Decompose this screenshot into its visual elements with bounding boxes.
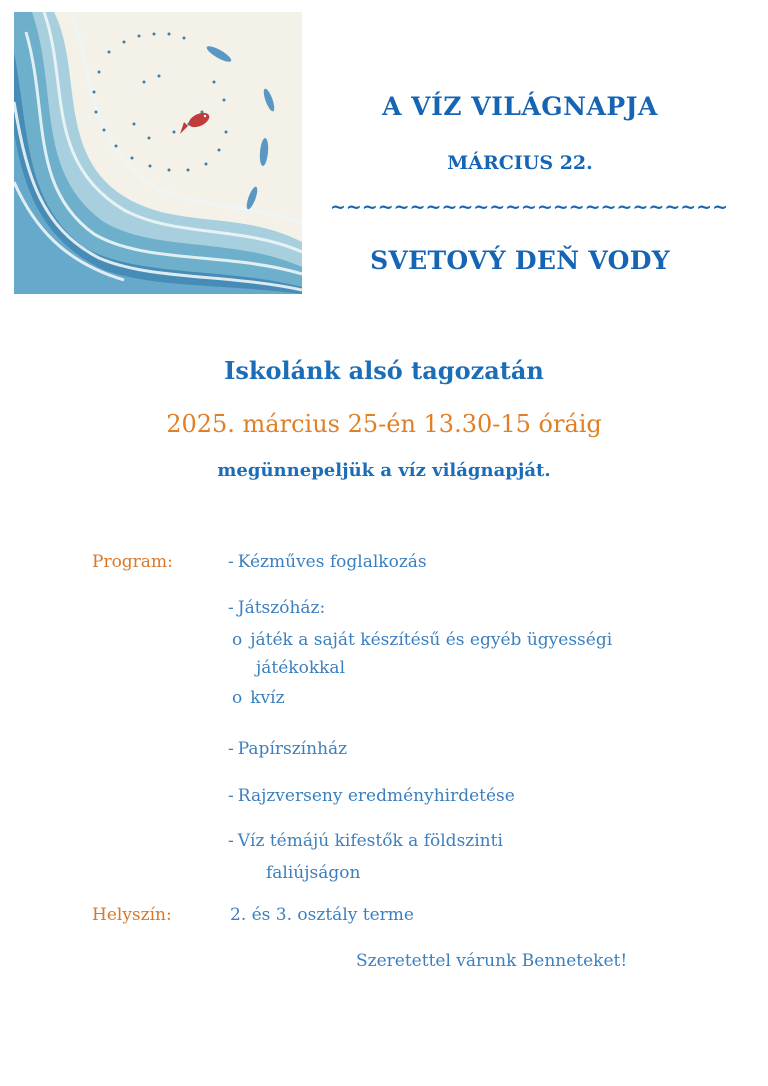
program-item <box>228 786 515 806</box>
title-hungarian: A VÍZ VILÁGNAPJA <box>382 92 658 121</box>
dash-marker: - <box>228 831 234 851</box>
program-item-text: Rajzverseny eredményhirdetése <box>237 786 515 806</box>
program-item-text: Játszóház: <box>237 598 326 618</box>
program-item-text: Papírszínház <box>237 739 348 759</box>
location-value: 2. és 3. osztály terme <box>230 905 414 925</box>
dash-marker: - <box>228 786 234 806</box>
program-subitem-text: játék a saját készítésű és egyéb ügyességi <box>250 630 613 650</box>
watercolor-wave-fish-icon <box>14 12 302 294</box>
circle-bullet-icon: o <box>232 688 243 708</box>
program-subitem-continuation: játékokkal <box>256 658 346 678</box>
program-item <box>228 598 325 618</box>
closing-message: Szeretettel várunk Benneteket! <box>356 951 628 971</box>
program-item <box>228 552 427 572</box>
dash-marker: - <box>228 552 234 572</box>
intro-line-school: Iskolánk alsó tagozatán <box>224 356 544 385</box>
dash-marker: - <box>228 739 234 759</box>
program-subitem-text: kvíz <box>250 688 285 708</box>
title-slovak: SVETOVÝ DEŇ VODY <box>370 246 670 275</box>
program-item-continuation: faliújságon <box>266 863 361 883</box>
program-item-text: Kézműves foglalkozás <box>237 552 427 572</box>
program-item <box>228 739 347 759</box>
location-label: Helyszín: <box>92 905 172 925</box>
program-label: Program: <box>92 552 173 572</box>
circle-bullet-icon: o <box>232 630 243 650</box>
intro-line-date-time: 2025. március 25-én 13.30-15 óráig <box>166 410 602 438</box>
program-subitem <box>232 630 612 650</box>
program-item-text: Víz témájú kifestők a földszinti <box>237 831 503 851</box>
dash-marker: - <box>228 598 234 618</box>
intro-line-celebration: megünnepeljük a víz világnapját. <box>217 460 551 481</box>
title-separator: ~~~~~~~~~~~~~~~~~~~~~~~~~ <box>330 196 728 218</box>
program-subitem <box>232 688 285 708</box>
date-hungarian: MÁRCIUS 22. <box>447 152 593 174</box>
program-item <box>228 831 503 851</box>
